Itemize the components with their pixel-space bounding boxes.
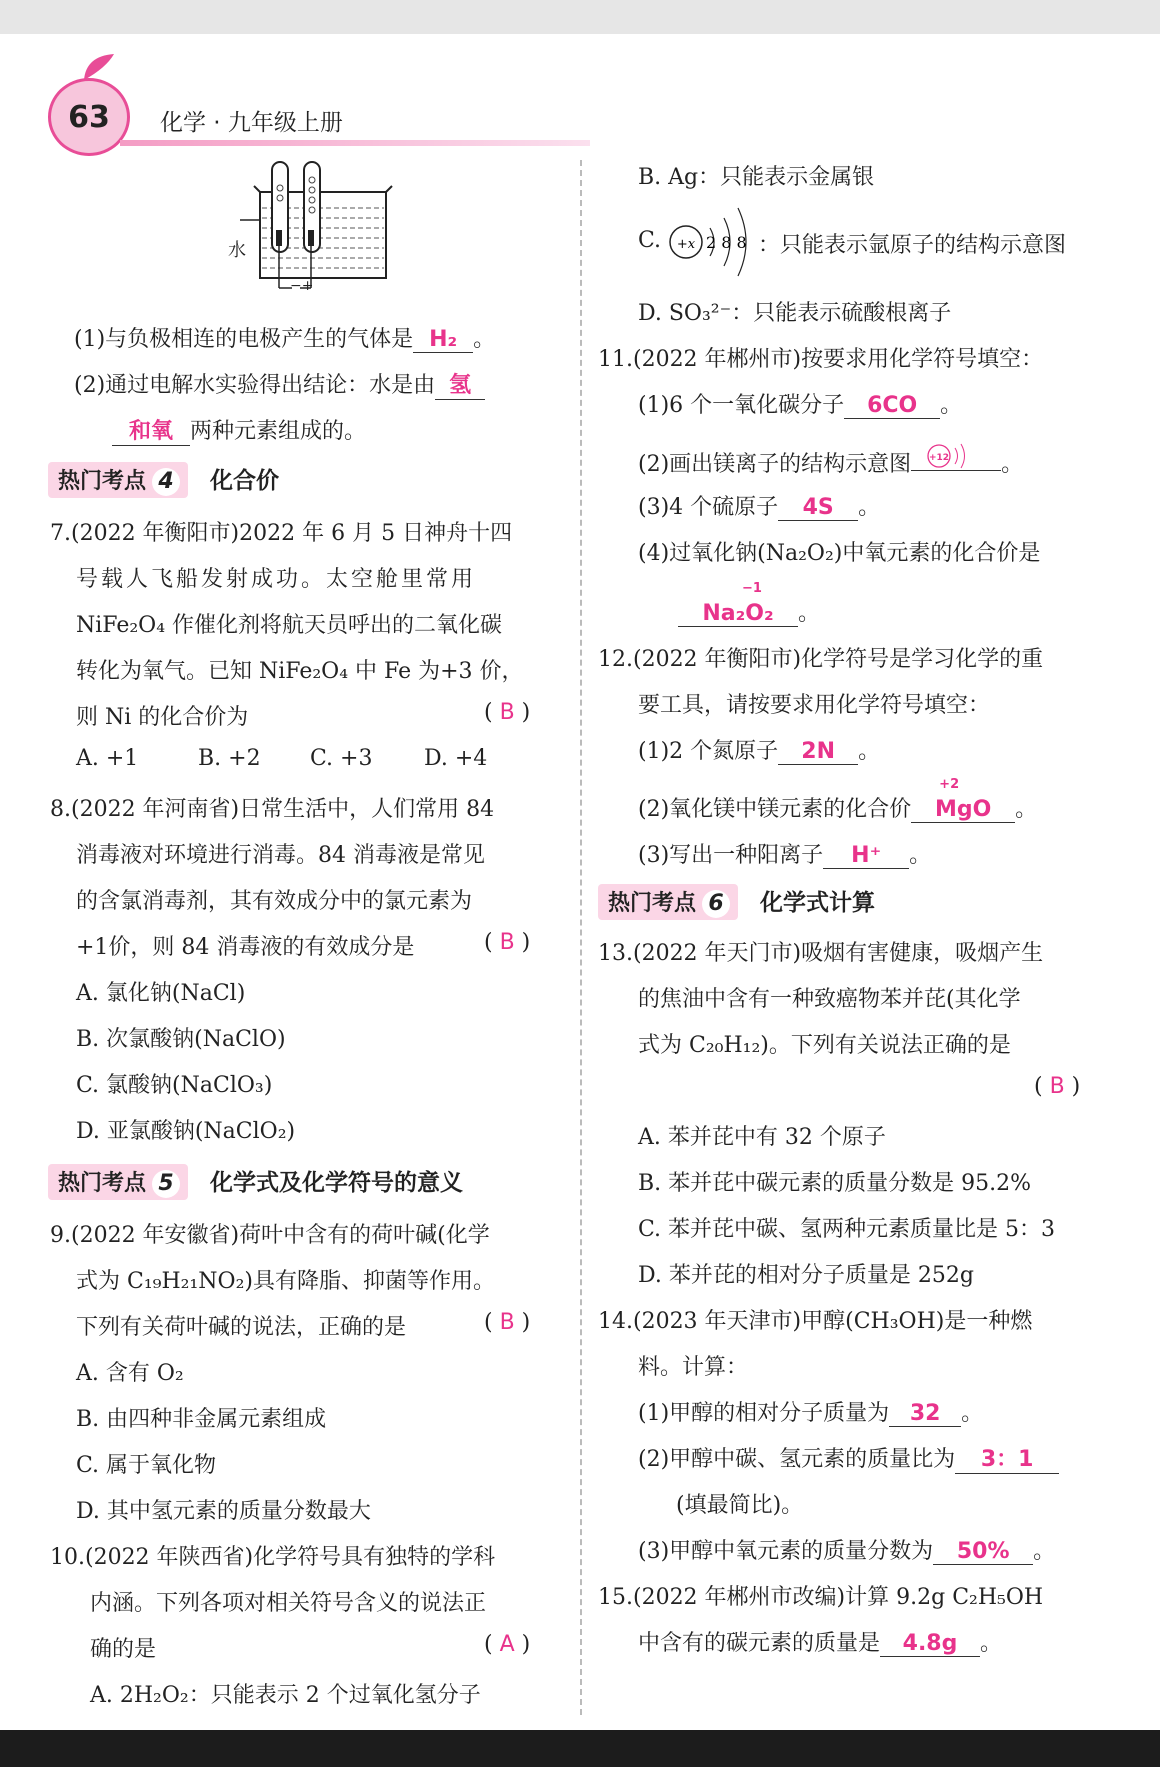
argon-nucleus-label: +x — [676, 237, 696, 252]
q12-part3: (3)写出一种阳离子 H⁺ 。 — [638, 843, 932, 868]
q13-answer: ( B ) — [1034, 1074, 1081, 1099]
q11-4-answer: −1 Na₂O₂ — [678, 601, 798, 627]
q11-part4-answer-line: −1 Na₂O₂ 。 — [678, 596, 820, 627]
q12-part2: (2)氧化镁中镁元素的化合价 +2 MgO 。 — [638, 777, 1038, 822]
q9-line2: 式为 C₁₉H₂₁NO₂)具有降脂、抑菌等作用。 — [76, 1269, 495, 1294]
q11-4-valence: −1 — [742, 581, 762, 596]
q7-line5: 则 Ni 的化合价为 — [76, 705, 249, 730]
q13-line2: 的焦油中含有一种致癌物苯并芘(其化学 — [638, 987, 1021, 1012]
q7-line3: NiFe₂O₄ 作催化剂将航天员呼出的二氧化碳 — [76, 613, 503, 638]
q14-part2-note: (填最简比)。 — [676, 1493, 804, 1518]
q11-stem: 11.(2022 年郴州市)按要求用化学符号填空： — [598, 347, 1044, 372]
book-title: 化学 · 九年级上册 — [160, 110, 343, 136]
q14-2-answer: 3：1 — [955, 1442, 1059, 1474]
q7-option-b: B. +2 — [198, 746, 261, 771]
q12-3-answer: H⁺ — [823, 843, 909, 869]
top-border — [0, 0, 1160, 34]
q10-option-a: A. 2H₂O₂：只能表示 2 个过氧化氢分子 — [90, 1683, 481, 1708]
q10-line3: 确的是 — [90, 1637, 157, 1662]
q10-option-b: B. Ag：只能表示金属银 — [638, 165, 875, 190]
q6-2-answer-a: 氢 — [435, 368, 485, 400]
q6-part2-cont: 和氧 两种元素组成的。 — [112, 414, 366, 446]
mg-ion-diagram — [925, 440, 985, 470]
q10-line1: 10.(2022 年陕西省)化学符号具有独特的学科 — [50, 1545, 496, 1570]
argon-structure-diagram — [666, 200, 762, 282]
q8-line2: 消毒液对环境进行消毒。84 消毒液是常见 — [76, 843, 485, 868]
q8-line1: 8.(2022 年河南省)日常生活中，人们常用 84 — [50, 797, 495, 822]
section-5-header: 热门考点 5 化学式及化学符号的意义 — [48, 1164, 463, 1200]
q8-line3: 的含氯消毒剂，其有效成分中的氯元素为 — [76, 889, 473, 914]
argon-shell-counts: 2 8 8 — [706, 233, 747, 252]
q6-part2: (2)通过电解水实验得出结论：水是由 氢 — [74, 368, 485, 400]
q12-part1: (1)2 个氮原子 2N 。 — [638, 739, 881, 764]
q13-line1: 13.(2022 年天门市)吸烟有害健康，吸烟产生 — [598, 941, 1044, 966]
q6-2-answer-b: 和氧 — [112, 414, 190, 446]
q9-line3: 下列有关荷叶碱的说法，正确的是 — [76, 1315, 407, 1340]
column-divider — [580, 160, 582, 1715]
q10-option-c-text: ：只能表示氩原子的结构示意图 — [758, 233, 1067, 258]
water-label: 水 — [228, 240, 246, 261]
bottom-border — [0, 1730, 1160, 1767]
q12-line2: 要工具，请按要求用化学符号填空： — [638, 693, 991, 718]
q11-part2: (2)画出镁离子的结构示意图 +12 。 — [638, 440, 1023, 478]
q12-1-answer: 2N — [778, 739, 858, 765]
q13-option-c: C. 苯并芘中碳、氢两种元素质量比是 5：3 — [638, 1217, 1056, 1242]
q15-line1: 15.(2022 年郴州市改编)计算 9.2g C₂H₅OH — [598, 1585, 1044, 1610]
q14-part3: (3)甲醇中氧元素的质量分数为 50% 。 — [638, 1539, 1056, 1564]
q14-part1: (1)甲醇的相对分子质量为 32 。 — [638, 1401, 984, 1426]
polarity-label: −+ — [290, 278, 314, 294]
q8-option-d: D. 亚氯酸钠(NaClO₂) — [76, 1119, 296, 1144]
q10-answer: ( A ) — [484, 1632, 531, 1657]
q7-option-a: A. +1 — [76, 746, 139, 771]
q14-part2: (2)甲醇中碳、氢元素的质量比为 3：1 — [638, 1442, 1059, 1474]
q14-1-answer: 32 — [889, 1401, 961, 1427]
q13-option-a: A. 苯并芘中有 32 个原子 — [638, 1125, 886, 1150]
q12-line1: 12.(2022 年衡阳市)化学符号是学习化学的重 — [598, 647, 1044, 672]
q7-option-d: D. +4 — [424, 746, 488, 771]
electrolysis-diagram — [220, 158, 410, 298]
q13-option-d: D. 苯并芘的相对分子质量是 252g — [638, 1263, 974, 1288]
q8-option-b: B. 次氯酸钠(NaClO) — [76, 1027, 286, 1052]
q7-line2: 号载人飞船发射成功。太空舱里常用 — [76, 567, 477, 592]
q14-line1: 14.(2023 年天津市)甲醇(CH₃OH)是一种燃 — [598, 1309, 1033, 1334]
q15-line2: 中含有的碳元素的质量是 4.8g 。 — [638, 1631, 1003, 1656]
page-number-badge: 63 — [48, 78, 130, 156]
q11-part1: (1)6 个一氧化碳分子 6CO 。 — [638, 393, 963, 418]
q13-option-b: B. 苯并芘中碳元素的质量分数是 95.2% — [638, 1171, 1032, 1196]
q6-1-answer: H₂ — [413, 327, 473, 353]
q15-answer: 4.8g — [880, 1631, 980, 1657]
q13-line3: 式为 C₂₀H₁₂)。下列有关说法正确的是 — [638, 1033, 1011, 1058]
q8-option-a: A. 氯化钠(NaCl) — [76, 981, 246, 1006]
q10-line2: 内涵。下列各项对相关符号含义的说法正 — [90, 1591, 487, 1616]
q8-answer: ( B ) — [484, 930, 531, 955]
q11-2-answer — [911, 440, 1001, 471]
q6-part1: (1)与负极相连的电极产生的气体是 H₂ 。 — [74, 327, 496, 352]
header-underline — [120, 140, 590, 146]
q14-3-answer: 50% — [933, 1539, 1033, 1565]
q9-line1: 9.(2022 年安徽省)荷叶中含有的荷叶碱(化学 — [50, 1223, 490, 1248]
q9-option-b: B. 由四种非金属元素组成 — [76, 1407, 327, 1432]
q8-line4: +1价，则 84 消毒液的有效成分是 — [76, 935, 415, 960]
q7-line4: 转化为氧气。已知 NiFe₂O₄ 中 Fe 为+3 价， — [76, 659, 524, 684]
q8-option-c: C. 氯酸钠(NaClO₃) — [76, 1073, 273, 1098]
q11-3-answer: 4S — [778, 495, 858, 521]
q11-1-answer: 6CO — [844, 393, 940, 419]
section-4-header: 热门考点 4 化合价 — [48, 462, 279, 498]
q12-2-answer: +2 MgO — [911, 797, 1015, 823]
q9-option-a: A. 含有 O₂ — [76, 1361, 184, 1386]
section-6-header: 热门考点 6 化学式计算 — [598, 884, 875, 920]
q14-line2: 料。计算： — [638, 1355, 749, 1380]
q12-2-valence: +2 — [939, 777, 960, 792]
mg-ion-nucleus-label: +12 — [929, 453, 950, 463]
q7-answer: ( B ) — [484, 700, 531, 725]
q11-part4: (4)过氧化钠(Na₂O₂)中氧元素的化合价是 — [638, 541, 1041, 566]
q7-line1: 7.(2022 年衡阳市)2022 年 6 月 5 日神舟十四 — [50, 521, 513, 546]
q9-option-c: C. 属于氧化物 — [76, 1453, 217, 1478]
q7-option-c: C. +3 — [310, 746, 373, 771]
q9-answer: ( B ) — [484, 1310, 531, 1335]
q11-part3: (3)4 个硫原子 4S 。 — [638, 495, 881, 520]
q10-option-c-prefix: C. — [638, 228, 662, 253]
q10-option-d: D. SO₃²⁻：只能表示硫酸根离子 — [638, 301, 952, 326]
q9-option-d: D. 其中氢元素的质量分数最大 — [76, 1499, 371, 1524]
